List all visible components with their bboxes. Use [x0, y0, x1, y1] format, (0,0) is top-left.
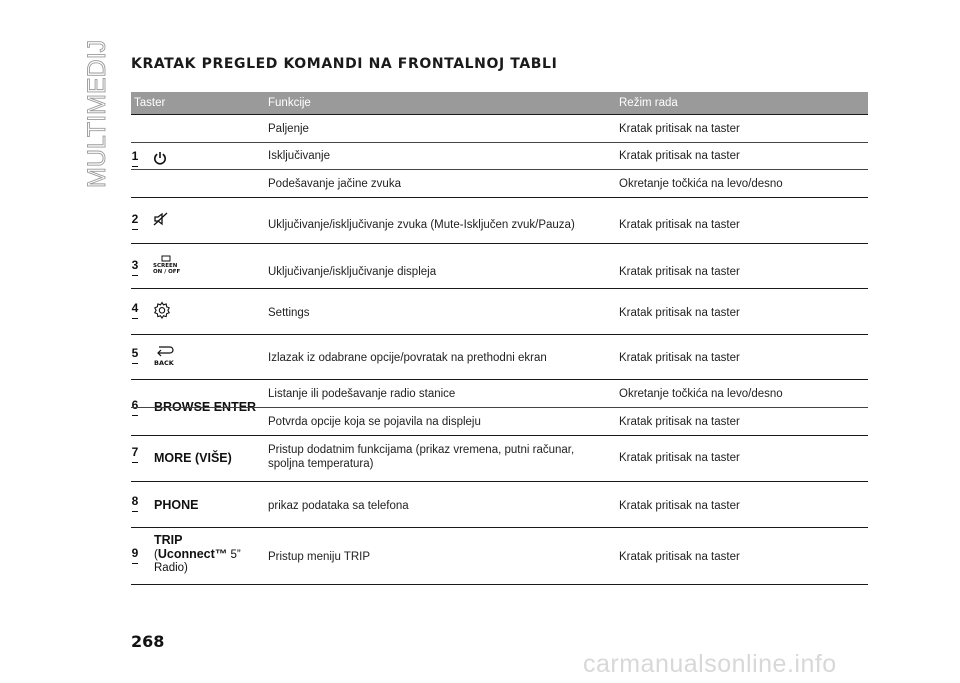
trip-key: TRIP (Uconnect™ 5” Radio)	[154, 533, 241, 574]
row-sub	[131, 407, 868, 435]
row-number: 1	[131, 149, 139, 167]
on-off-label: ON / OFF	[153, 269, 181, 275]
function-text: Settings	[268, 307, 310, 319]
screen-label: SCREEN	[153, 263, 178, 269]
row-number: 5	[131, 346, 139, 364]
row-number: 6	[131, 398, 139, 416]
row-number: 7	[131, 445, 139, 463]
mode-text: Kratak pritisak na taster	[619, 219, 740, 231]
row-sub	[131, 142, 868, 169]
mode-text: Kratak pritisak na taster	[619, 150, 740, 162]
more-key: MORE (VIŠE)	[154, 451, 232, 465]
row-sub	[131, 289, 868, 334]
header-mode: Režim rada	[619, 97, 678, 109]
function-text: Listanje ili podešavanje radio stanice	[268, 388, 456, 400]
row-number: 2	[131, 212, 139, 230]
uconnect-label: Uconnect™	[157, 547, 228, 561]
row-number: 8	[131, 494, 139, 512]
row-sub	[131, 436, 868, 481]
function-text: Pristup meniju TRIP	[268, 551, 371, 563]
page-number: 268	[131, 632, 165, 651]
row-number: 9	[131, 546, 139, 564]
row-sub	[131, 482, 868, 527]
function-text: Izlazak iz odabrane opcije/povratak na prethodni ekran	[268, 352, 547, 364]
table-row	[131, 436, 868, 482]
phone-key: PHONE	[154, 498, 199, 512]
table-row	[131, 244, 868, 289]
row-sub	[131, 115, 868, 142]
function-text: Uključivanje/isključivanje displeja	[268, 266, 437, 278]
function-text: prikaz podataka sa telefona	[268, 500, 409, 512]
mode-text: Kratak pritisak na taster	[619, 551, 740, 563]
mode-text: Kratak pritisak na taster	[619, 452, 740, 464]
mode-text: Okretanje točkića na levo/desno	[619, 178, 783, 190]
mode-text: Kratak pritisak na taster	[619, 416, 740, 428]
function-text: Uključivanje/isključivanje zvuka (Mute-Isključen zvuk/Pauza)	[268, 219, 575, 231]
browse-enter-key: BROWSE ENTER	[154, 400, 257, 414]
mode-text: Kratak pritisak na taster	[619, 352, 740, 364]
table-row	[131, 482, 868, 528]
header-key: Taster	[134, 97, 166, 109]
row-number: 3	[131, 258, 139, 276]
page-title: KRATAK PREGLED KOMANDI NA FRONTALNOJ TABLI	[131, 56, 558, 72]
trip-key-label: TRIP	[154, 533, 183, 547]
row-sub	[131, 198, 868, 243]
section-label-text: MULTIMEDIJI	[83, 40, 111, 188]
mode-text: Kratak pritisak na taster	[619, 123, 740, 135]
table-row	[131, 115, 868, 198]
table-row	[131, 198, 868, 244]
row-sub	[131, 380, 868, 407]
row-number: 4	[131, 301, 139, 319]
uconnect-size: 5”	[230, 549, 241, 561]
row-sub	[131, 169, 868, 197]
header-function: Funkcije	[268, 97, 311, 109]
table-row	[131, 335, 868, 380]
section-side-label	[83, 40, 111, 190]
function-text: Isključivanje	[268, 150, 330, 162]
row-sub	[131, 335, 868, 379]
mode-text: Kratak pritisak na taster	[619, 307, 740, 319]
table-row	[131, 289, 868, 335]
controls-table	[131, 92, 868, 585]
radio-label: Radio)	[154, 562, 188, 574]
function-text: Potvrda opcije koja se pojavila na displeju	[268, 416, 481, 428]
row-sub	[131, 244, 868, 288]
function-text: Pristup dodatnim funkcijama (prikaz vremena, putni računar, spoljna temperatura)	[268, 444, 575, 470]
mode-text: Kratak pritisak na taster	[619, 266, 740, 278]
function-text: Paljenje	[268, 123, 309, 135]
mode-text: Okretanje točkića na levo/desno	[619, 388, 783, 400]
mode-text: Kratak pritisak na taster	[619, 500, 740, 512]
table-header	[131, 92, 868, 115]
watermark: carmanualsonline.info	[583, 650, 837, 678]
function-text: Podešavanje jačine zvuka	[268, 178, 401, 190]
table-row	[131, 380, 868, 436]
back-label: BACK	[154, 359, 174, 367]
table-row	[131, 528, 868, 585]
row-sub	[131, 528, 868, 584]
